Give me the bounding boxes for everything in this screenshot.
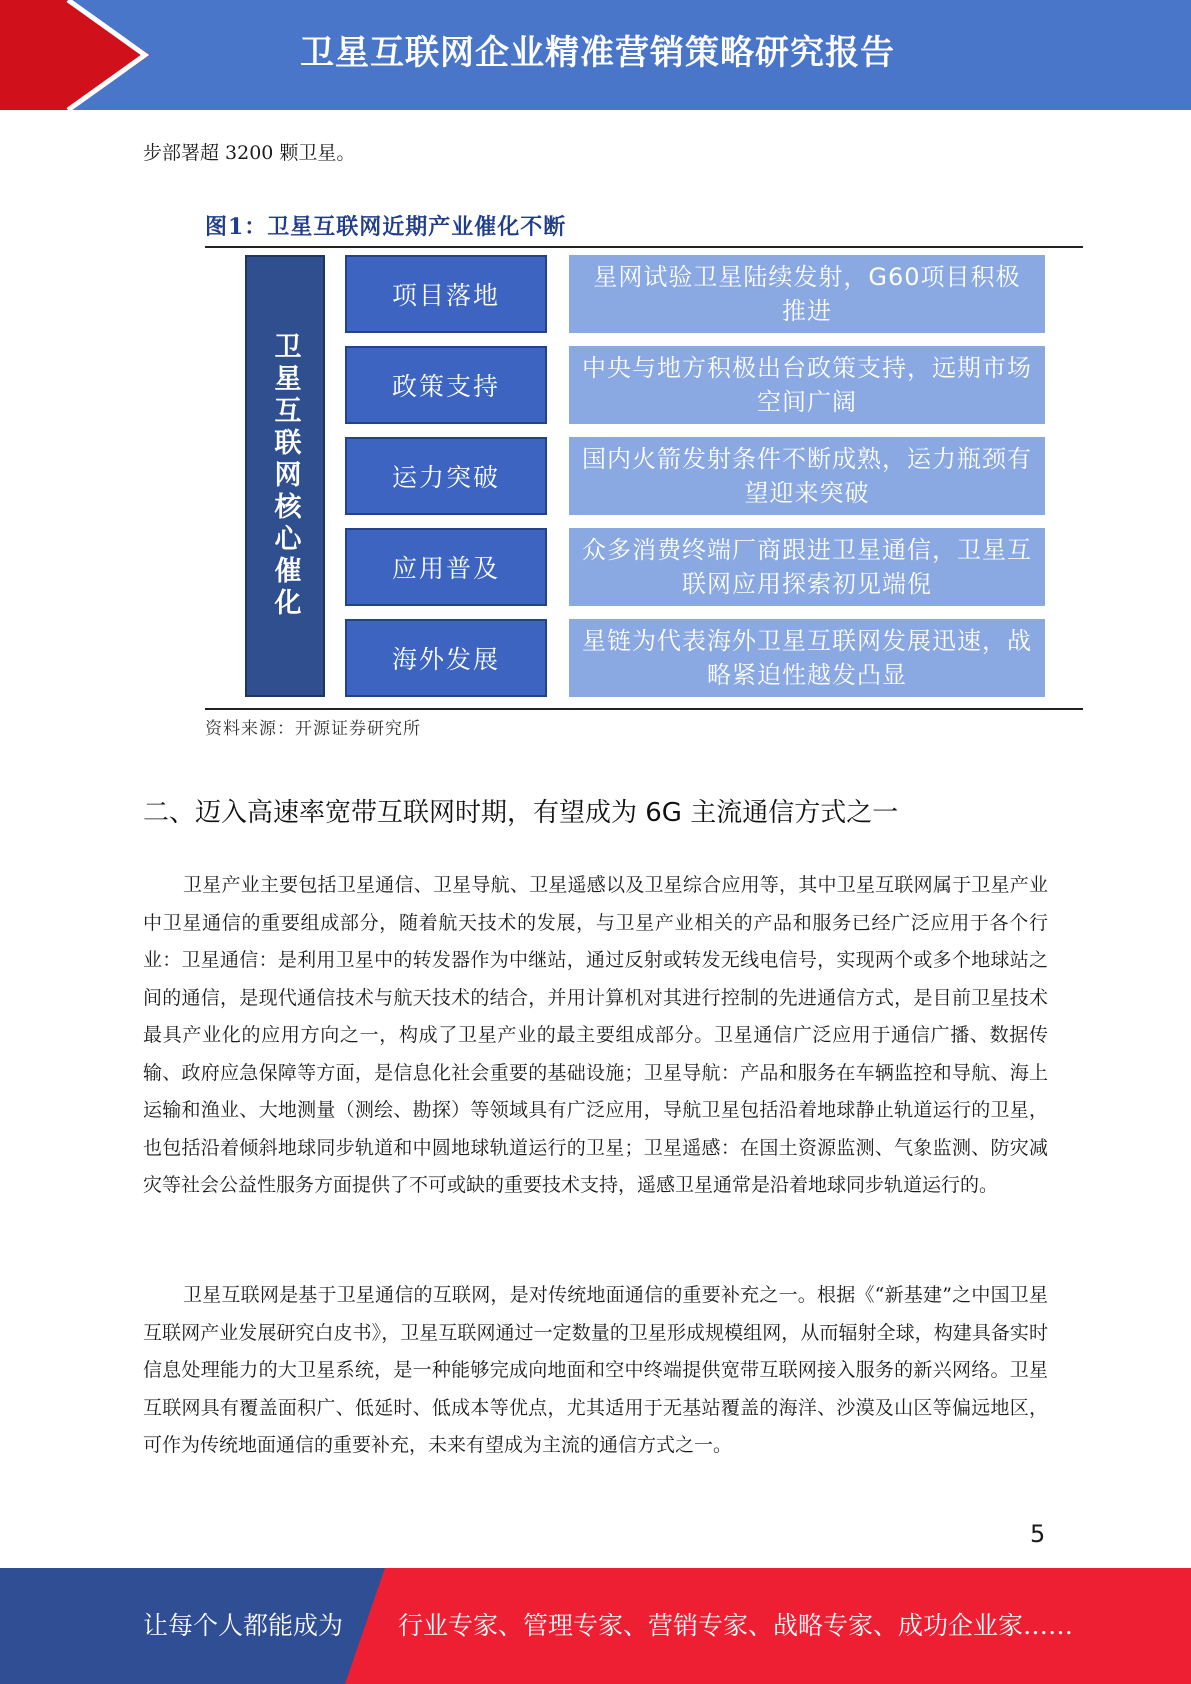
figure-row-desc: 星链为代表海外卫星互联网发展迅速，战略紧迫性越发凸显 (569, 619, 1045, 697)
figure-row-project (345, 255, 1083, 333)
figure-row-label: 应用普及 (345, 528, 547, 606)
body-paragraph: 卫星产业主要包括卫星通信、卫星导航、卫星遥感以及卫星综合应用等，其中卫星互联网属于卫星产业中卫星通信的重要组成部分，随着航天技术的发展，与卫星产业相关的产品和服务已经广泛应用于各个行业：卫星通信：是利用卫星中的转发器作为中继站，通过反射或转发无线电信号，实现两个或多个地球站之间的通信，是现代通信技术与航天技术的结合，并用计算机对其进行控制的先进通信方式，是目前卫星技术最具产业化的应用方向之一，构成了卫星产业的最主要组成部分。卫星通信广泛应用于通信广播、数据传输、政府应急保障等方面，是信息化社会重要的基础设施；卫星导航：产品和服务在车辆监控和导航、海上运输和渔业、大地测量（测绘、勘探）等领域具有广泛应用，导航卫星包括沿着地球静止轨道运行的卫星，也包括沿着倾斜地球同步轨道和中圆地球轨道运行的卫星；卫星遥感：在国土资源监测、气象监测、防灾减灾等社会公益性服务方面提供了不可或缺的重要技术支持，遥感卫星通常是沿着地球同步轨道运行的。 (143, 874, 1048, 1196)
footer-slogan-right: 行业专家、管理专家、营销专家、战略专家、成功企业家…… (398, 1611, 1074, 1640)
lead-line: 步部署超 3200 颗卫星。 (143, 142, 356, 164)
figure-row-label: 项目落地 (345, 255, 547, 333)
figure-row-label: 政策支持 (345, 346, 547, 424)
figure-source: 资料来源：开源证券研究所 (205, 719, 421, 739)
figure-title: 图1：卫星互联网近期产业催化不断 (205, 214, 567, 240)
figure-1 (205, 200, 1083, 740)
figure-vertical-label-box (245, 255, 325, 697)
figure-row-desc: 众多消费终端厂商跟进卫星通信，卫星互联网应用探索初见端倪 (569, 528, 1045, 606)
figure-row-desc: 国内火箭发射条件不断成熟，运力瓶颈有望迎来突破 (569, 437, 1045, 515)
figure-row-application (345, 528, 1083, 606)
report-title: 卫星互联网企业精准营销策略研究报告 (300, 33, 895, 73)
figure-row-label: 运力突破 (345, 437, 547, 515)
figure-row-label: 海外发展 (345, 619, 547, 697)
figure-row-policy (345, 346, 1083, 424)
page-header (0, 0, 1191, 110)
figure-row-desc: 中央与地方积极出台政策支持，远期市场空间广阔 (569, 346, 1045, 424)
figure-bottom-rule (205, 708, 1083, 710)
header-chevron-stroke (0, 0, 160, 110)
figure-top-rule (205, 246, 1083, 248)
figure-vertical-label: 卫星互联网核心催化 (269, 332, 301, 620)
footer-slogan-left: 让每个人都能成为 (143, 1611, 344, 1640)
figure-row-overseas (345, 619, 1083, 697)
figure-row-desc: 星网试验卫星陆续发射，G60项目积极推进 (569, 255, 1045, 333)
section-heading: 二、迈入高速率宽带互联网时期，有望成为 6G 主流通信方式之一 (143, 798, 899, 828)
page-footer (0, 1568, 1191, 1684)
figure-row-capacity (345, 437, 1083, 515)
page-number: 5 (1030, 1520, 1046, 1548)
body-paragraph: 卫星互联网是基于卫星通信的互联网，是对传统地面通信的重要补充之一。根据《“新基建”之中国卫星互联网产业发展研究白皮书》，卫星互联网通过一定数量的卫星形成规模组网，从而辐射全球，构建具备实时信息处理能力的大卫星系统，是一种能够完成向地面和空中终端提供宽带互联网接入服务的新兴网络。卫星互联网具有覆盖面积广、低延时、低成本等优点，尤其适用于无基站覆盖的海洋、沙漠及山区等偏远地区，可作为传统地面通信的重要补充，未来有望成为主流的通信方式之一。 (143, 1284, 1048, 1456)
